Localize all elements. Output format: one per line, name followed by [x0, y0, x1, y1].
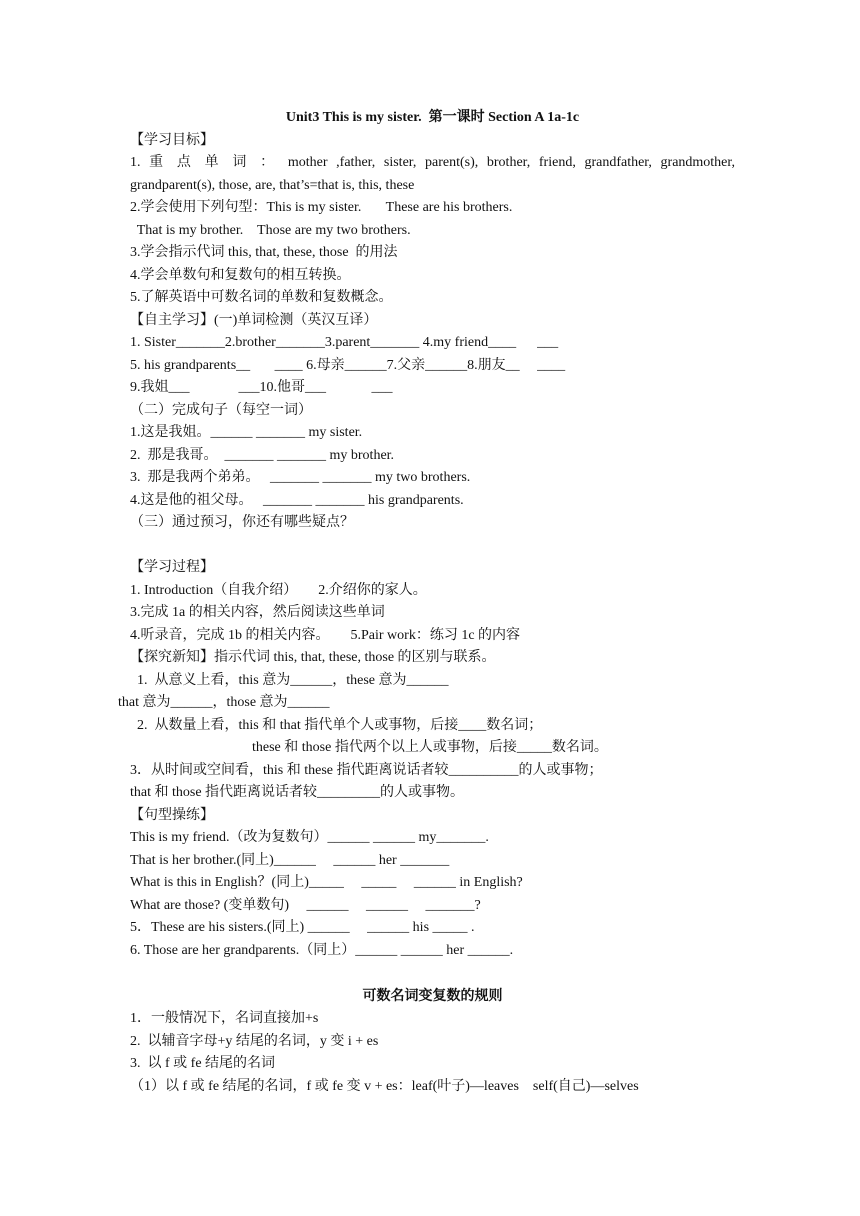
drill-line-5: 5．These are his sisters.(同上) ______ ______ his _____ .	[130, 920, 475, 935]
self-study-header: 【自主学习】(一)单词检测（英汉互译）	[130, 312, 378, 328]
sentence-line-1: 1.这是我姐。______ _______ my sister.	[130, 425, 363, 440]
drill-header: 【句型操练】	[130, 807, 214, 823]
process-header: 【学习过程】	[130, 560, 214, 575]
drill-line-4: What are those? (变单数句) ______ ______ _______?	[130, 897, 481, 913]
word-test-line-3: 9.我姐___ ___10.他哥___ ___	[130, 380, 393, 395]
document-title: Unit3 This is my sister. 第一课时 Section A 1a-1c	[285, 110, 580, 125]
goals-line-1b: grandparent(s), those, are, that’s=that is, this, these	[130, 177, 415, 193]
goals-line-4: 4.学会单数句和复数句的相互转换。	[130, 267, 351, 283]
process-line-2: 3.完成 1a 的相关内容，然后阅读这些单词	[130, 605, 385, 620]
explore-line-3b: that 和 those 指代距离说话者较_________的人或事物。	[130, 785, 465, 800]
goals-line-1a: 1. 重 点 单 词 ： mother ,father, sister, parent(s), brother, friend, grandfather, grandmother,	[130, 155, 735, 170]
drill-line-3: What is this in English？(同上)_____ _____ ______ in English?	[130, 875, 523, 890]
explore-line-2b: these 和 those 指代两个以上人或事物，后接_____数名词。	[252, 740, 608, 755]
explore-line-2a: 2. 从数量上看，this 和 that 指代单个人或事物，后接____数名词；	[130, 717, 543, 733]
word-test-line-1: 1. Sister_______2.brother_______3.parent_______ 4.my friend____ ___	[130, 335, 559, 350]
sentence-line-2: 2. 那是我哥。 _______ _______ my brother.	[130, 447, 395, 463]
explore-line-1a: 1. 从意义上看，this 意为______，these 意为______	[130, 672, 449, 688]
explore-line-1b: that 意为______，those 意为______	[118, 695, 330, 710]
rules-line-2: 2. 以辅音字母+y 结尾的名词，y 变 i + es	[130, 1033, 379, 1049]
drill-line-2: That is her brother.(同上)______ ______ her _______	[130, 852, 450, 868]
questions-header: （三）通过预习，你还有哪些疑点？	[130, 515, 354, 530]
process-line-1: 1. Introduction（自我介绍） 2.介绍你的家人。	[130, 582, 427, 598]
drill-line-1: This is my friend.（改为复数句）______ ______ my_______.	[130, 830, 489, 845]
goals-line-2b: That is my brother. Those are my two brothers.	[130, 222, 411, 238]
sentence-line-4: 4.这是他的祖父母。 _______ _______ his grandparents.	[130, 492, 464, 508]
explore-header: 【探究新知】指示代词 this, that, these, those 的区别与联系。	[130, 650, 496, 665]
rules-line-3: 3. 以 f 或 fe 结尾的名词	[130, 1056, 276, 1071]
goals-line-3: 3.学会指示代词 this, that, these, those 的用法	[130, 245, 398, 260]
word-test-line-2: 5. his grandparents__ ____ 6.母亲______7.父亲______8.朋友__ ____	[130, 357, 566, 373]
rules-line-4: （1）以 f 或 fe 结尾的名词，f 或 fe 变 v + es：leaf(叶子)—leaves self(自己)—selves	[130, 1078, 639, 1094]
blank-line	[130, 535, 735, 558]
drill-line-6: 6. Those are her grandparents.（同上）______ ______ her ______.	[130, 942, 514, 958]
goals-header: 【学习目标】	[130, 132, 214, 148]
sentence-header: （二）完成句子（每空一词）	[130, 402, 312, 418]
process-line-3: 4.听录音，完成 1b 的相关内容。 5.Pair work：练习 1c 的内容	[130, 627, 521, 643]
explore-line-3a: 3．从时间或空间看，this 和 these 指代距离说话者较__________的人或事物；	[130, 762, 603, 778]
sentence-line-3: 3. 那是我两个弟弟。 _______ _______ my two brothers.	[130, 470, 471, 485]
goals-line-5: 5.了解英语中可数名词的单数和复数概念。	[130, 290, 393, 305]
worksheet-document	[118, 107, 735, 1098]
rules-title: 可数名词变复数的规则	[362, 988, 503, 1004]
rules-line-1: 1．一般情况下，名词直接加+s	[130, 1011, 319, 1026]
goals-line-2: 2.学会使用下列句型：This is my sister. These are his brothers.	[130, 200, 513, 215]
blank-line	[130, 962, 735, 985]
